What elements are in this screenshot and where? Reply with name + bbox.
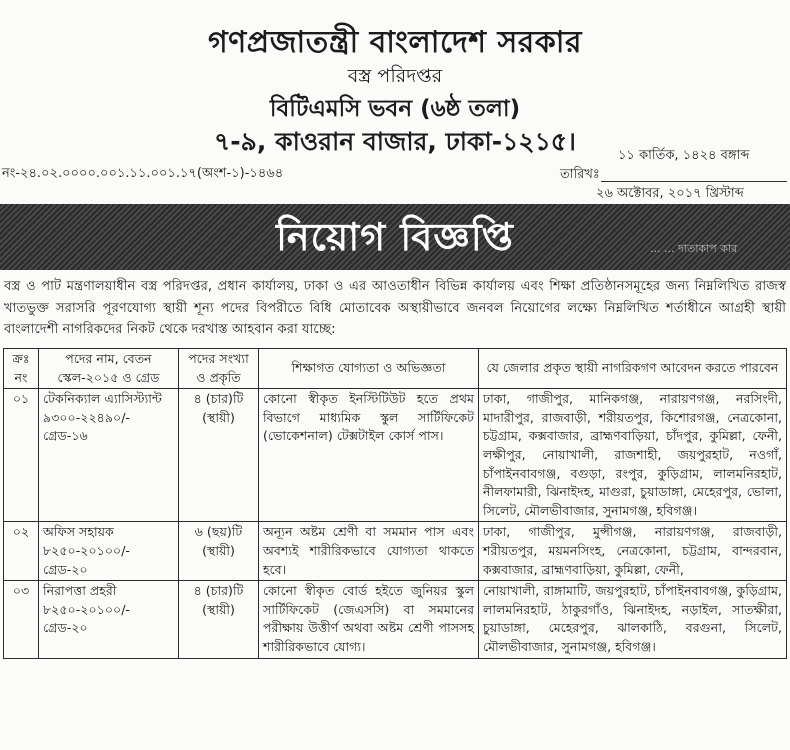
row-qualification: কোনো স্বীকৃত ইনস্টিটিউট হতে প্রথম বিভাগে মাধ্যমিক স্কুল সার্টিফিকেট (ভোকেশনাল) টেক্সটাইল কোর্স পাস। [259, 389, 479, 522]
date-bangla: ১১ কার্তিক, ১৪২৪ বঙ্গাব্দ [618, 148, 750, 163]
row-post: নিরাপত্তা প্রহরী ৮২৫০-২০১০০/- গ্রেড-২০ [39, 581, 179, 658]
notice-banner [0, 204, 790, 270]
building-name: বিটিএমসি ভবন (৬ষ্ঠ তলা) [269, 96, 521, 122]
row-post: টেকনিক্যাল এ্যাসিস্ট্যান্ট ৯৩০০-২২৪৯০/- গ্রেড-১৬ [39, 389, 179, 522]
header-qualification: শিক্ষাগত যোগ্যতা ও অভিজ্ঞতা [259, 349, 479, 389]
row-serial: ০২ [4, 522, 39, 581]
intro-paragraph: বস্ত্র ও পাট মন্ত্রণালয়াধীন বস্ত্র পরিদপ্তর, প্রধান কার্যালয়, ঢাকা ও এর আওতাধীন বিভিন্ন কার্যালয় এবং শিক্ষা প্রতিষ্ঠানসমূহের জন্য নিম্নলিখিত রাজস্ব খাতভুক্ত সরাসরি পূরণযোগ্য স্থায়ী শূন্য পদের বিপরীতে বিধি মোতাবেক অস্থায়ীভাবে জনবল নিয়োগের লক্ষ্যে নিম্নলিখিত শর্তাধীনে আগ্রহী স্থায়ী বাংলাদেশী নাগরিকদের নিকট থেকে দরখাস্ত আহবান করা যাচ্ছে: [4, 279, 786, 337]
row-serial: ০১ [4, 389, 39, 522]
row-count: ৪ (চার)টি (স্থায়ী) [179, 389, 259, 522]
header-serial: ক্রঃ নং [4, 349, 39, 389]
row-post: অফিস সহায়ক ৮২৫০-২০১০০/- গ্রেড-২০ [39, 522, 179, 581]
banner-faint-text: ... ... দাতাকাপ কার [650, 242, 738, 255]
row-districts: ঢাকা, গাজীপুর, মুন্সীগঞ্জ, নারায়ণগঞ্জ, রাজবাড়ী, শরীয়তপুর, ময়মনসিংহ, নেত্রকোনা, চট্টগ্রাম, বান্দরবান, কক্সবাজার, ব্রাহ্মণবাড়িয়া, কুমিল্লা, ফেনী, [479, 522, 787, 581]
table-header-row [4, 349, 787, 389]
notice-title: নিয়োগ বিজ্ঞপ্তি [276, 215, 514, 259]
memo-reference-number: নং-২৪.০২.০০০০.০০১.১১.০০১.১৭(অংশ-১)-১৪৬৪ [2, 166, 284, 181]
row-districts: ঢাকা, গাজীপুর, মানিকগঞ্জ, নারায়ণগঞ্জ, নরসিংদী, মাদারীপুর, রাজবাড়ী, শরীয়তপুর, কিশোরগঞ্জ, নেত্রকোনা, চট্টগ্রাম, কক্সবাজার, ব্রাহ্মণবাড়িয়া, চাঁদপুর, কুমিল্লা, ফেনী, লক্ষীপুর, নোয়াখালী, রাজশাহী, জয়পুরহাট, নওগাঁ, চাঁপাইনবাবগঞ্জ, বগুড়া, রংপুর, কুড়িগ্রাম, লালমনিরহাট, নীলফামারী, ঝিনাইদহ, মাগুরা, চুয়াডাঙ্গা, মেহেরপুর, ভোলা, সিলেট, মৌলভীবাজার, সুনামগঞ্জ, হবিগঞ্জ। [479, 389, 787, 522]
office-address: ৭-৯, কাওরান বাজার, ঢাকা-১২১৫। [214, 127, 576, 156]
government-title: গণপ্রজাতন্ত্রী বাংলাদেশ সরকার [208, 25, 582, 60]
vacancy-table [3, 348, 787, 659]
table-row [4, 522, 787, 581]
row-count: ৪ (চার)টি (স্থায়ী) [179, 581, 259, 658]
row-count: ৬ (ছয়)টি (স্থায়ী) [179, 522, 259, 581]
date-label: তারিখঃ [560, 167, 600, 182]
row-qualification: অন্যূন অষ্টম শ্রেণী বা সমমান পাস এবং অবশ্যই শারীরিকভাবে যোগ্যতা থাকতে হবে। [259, 522, 479, 581]
header-post: পদের নাম, বেতন স্কেল-২০১৫ ও গ্রেড [39, 349, 179, 389]
date-english: ২৬ অক্টোবর, ২০১৭ খ্রিস্টাব্দ [596, 186, 744, 201]
table-row [4, 581, 787, 658]
header-count: পদের সংখ্যা ও প্রকৃতি [179, 349, 259, 389]
row-districts: নোয়াখালী, রাঙ্গামাটি, জয়পুরহাট, চাঁপাইনবাবগঞ্জ, কুড়িগ্রাম, লালমনিরহাট, ঠাকুরগাঁও, ঝিনাইদহ, নড়াইল, সাতক্ষীরা, চুয়াডাঙ্গা, মেহেরপুর, ঝালকাঠি, বরগুনা, সিলেট, মৌলভীবাজার, সুনামগঞ্জ, হবিগঞ্জ। [479, 581, 787, 658]
table-row [4, 389, 787, 522]
date-divider [601, 181, 787, 182]
row-qualification: কোনো স্বীকৃত বোর্ড হইতে জুনিয়র স্কুল সার্টিফিকেট (জেএসসি) বা সমমানের পরীক্ষায় উত্তীর্ণ অথবা অষ্টম শ্রেণী পাসসহ শারীরিকভাবে যোগ্য। [259, 581, 479, 658]
department-name: বস্ত্র পরিদপ্তর [347, 65, 443, 87]
row-serial: ০৩ [4, 581, 39, 658]
header-districts: যে জেলার প্রকৃত স্থায়ী নাগরিকগণ আবেদন করতে পারবেন [479, 349, 787, 389]
